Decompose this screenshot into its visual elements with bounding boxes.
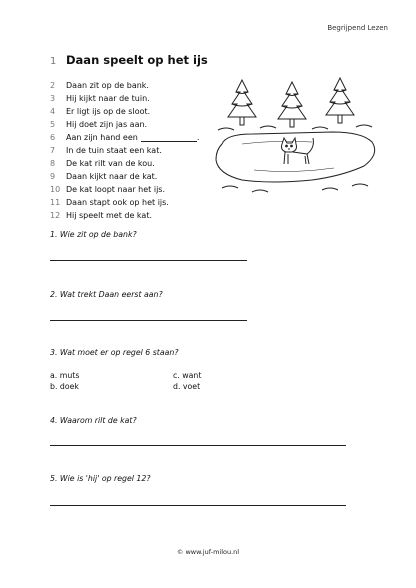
story-line-with-blank [50, 131, 220, 144]
story-line [50, 92, 220, 105]
option-b[interactable]: b. doek [50, 382, 79, 391]
story-line [50, 118, 220, 131]
question-3: 3. Wat moet er op regel 6 staan? [50, 348, 179, 357]
line-text: Daan stapt ook op het ijs. [66, 198, 169, 207]
winter-cat-illustration [212, 72, 382, 202]
line-number: 6 [50, 133, 56, 142]
line-number: 12 [50, 211, 61, 220]
story-line [50, 157, 220, 170]
header-label: Begrijpend Lezen [327, 24, 388, 32]
option-a[interactable]: a. muts [50, 371, 80, 380]
title-row [50, 53, 208, 67]
story-line [50, 170, 220, 183]
line-number: 7 [50, 146, 56, 155]
answer-line-5[interactable] [50, 505, 346, 506]
line-number: 9 [50, 172, 56, 181]
line-text: In de tuin staat een kat. [66, 146, 162, 155]
question-2: 2. Wat trekt Daan eerst aan? [50, 290, 163, 299]
line-text: Daan kijkt naar de kat. [66, 172, 158, 181]
story-line [50, 79, 220, 92]
footer-credit: © www.juf-milou.nl [176, 548, 240, 556]
title-line-number: 1 [50, 56, 57, 67]
line-number: 2 [50, 81, 56, 90]
line-number: 11 [50, 198, 61, 207]
line-text: Daan zit op de bank. [66, 81, 149, 90]
answer-line-2[interactable] [50, 320, 247, 321]
line-text: Hij doet zijn jas aan. [66, 120, 148, 129]
pine-tree-icon [326, 78, 354, 123]
question-5: 5. Wie is 'hij' op regel 12? [50, 474, 151, 483]
line-text: De kat rilt van de kou. [66, 159, 155, 168]
line-text: Er ligt ijs op de sloot. [66, 107, 151, 116]
story-line [50, 196, 220, 209]
option-d[interactable]: d. voet [173, 382, 201, 391]
question-1: 1. Wie zit op de bank? [50, 230, 137, 239]
line-number: 3 [50, 94, 56, 103]
fill-in-blank[interactable] [141, 134, 197, 142]
line-number: 10 [50, 185, 61, 194]
line-text: Hij speelt met de kat. [66, 211, 153, 220]
story-line [50, 209, 220, 222]
pine-tree-icon [278, 82, 306, 127]
answer-line-4[interactable] [50, 445, 346, 446]
option-c[interactable]: c. want [173, 371, 202, 380]
story-line [50, 105, 220, 118]
line-text: Aan zijn hand een [66, 133, 138, 142]
line-suffix: . [196, 133, 200, 142]
line-text: De kat loopt naar het ijs. [66, 185, 166, 194]
answer-line-1[interactable] [50, 260, 247, 261]
question-4: 4. Waarom rilt de kat? [50, 416, 137, 425]
line-number: 4 [50, 107, 56, 116]
line-text: Hij kijkt naar de tuin. [66, 94, 150, 103]
pine-tree-icon [228, 80, 256, 125]
page-title: Daan speelt op het ijs [66, 53, 208, 67]
line-number: 5 [50, 120, 56, 129]
story-line [50, 183, 220, 196]
line-number: 8 [50, 159, 56, 168]
story-line [50, 144, 220, 157]
story-text [50, 79, 220, 222]
